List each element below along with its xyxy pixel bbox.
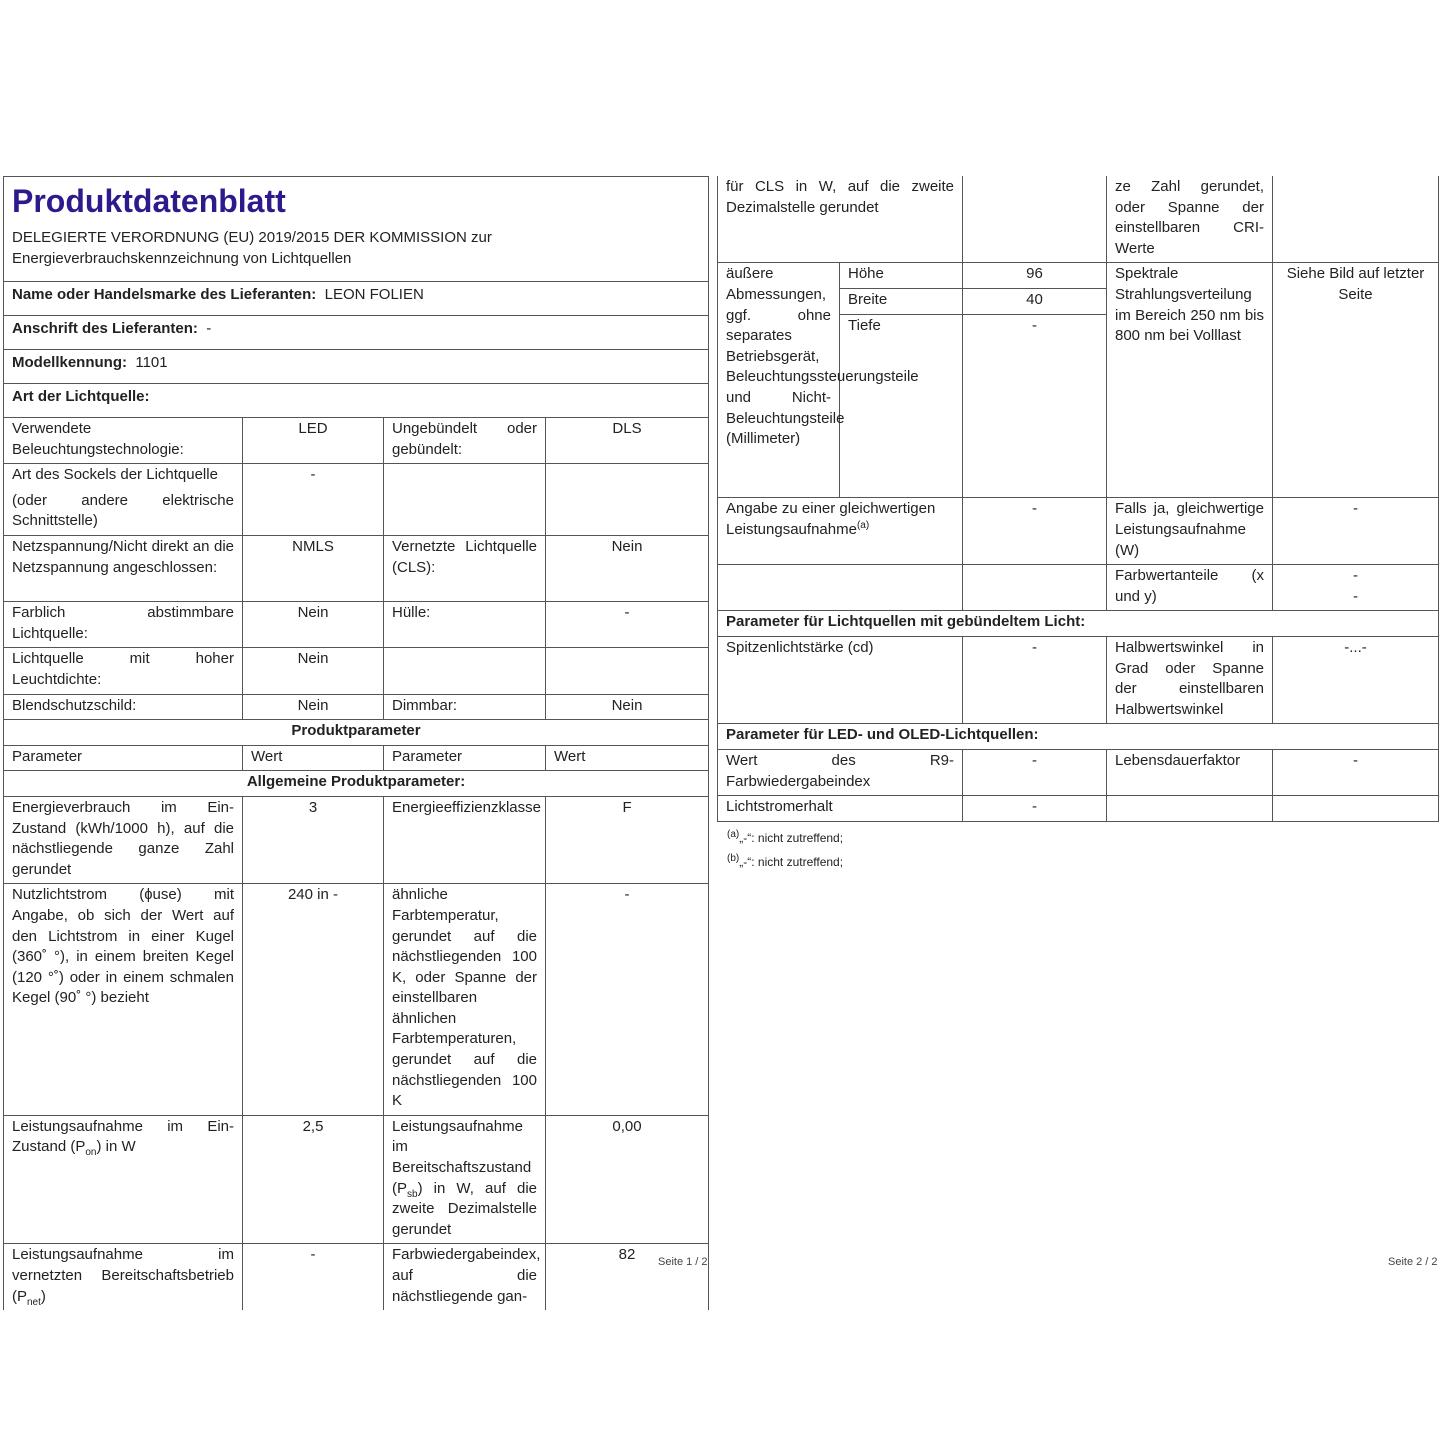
mains-label: Netzspannung/Nicht direkt an die Netzspannung angeschlossen: <box>4 536 243 602</box>
product-params-header-row <box>4 720 709 746</box>
cct-label: ähnliche Farbtemperatur, gerundet auf die nächstliegenden 100 K, oder Spanne der einstellbaren ähnlichen Farbtemperaturen, gerundet auf die nächstliegenden 100 K <box>384 884 546 1116</box>
cri-label: Farbwiedergabeindex, auf die nächstliegende gan- <box>384 1244 546 1310</box>
tech-label: Verwendete Beleuchtungstechnologie: <box>4 418 243 464</box>
equivalent-power-claim-value: - <box>963 498 1107 565</box>
table-row <box>4 1115 709 1244</box>
supplier-name-row <box>4 282 709 316</box>
envelope-label: Hülle: <box>384 602 546 648</box>
peak-intensity-value: - <box>963 636 1107 723</box>
focus-value: DLS <box>546 418 709 464</box>
table-row <box>4 694 709 720</box>
cls-value: Nein <box>546 536 709 602</box>
energy-consumption-value: 3 <box>243 796 384 883</box>
col-param-2: Parameter <box>384 745 546 771</box>
tech-value: LED <box>243 418 384 464</box>
general-params-header: Allgemeine Produktparameter: <box>4 771 709 797</box>
glare-shield-label: Blendschutzschild: <box>4 694 243 720</box>
chromaticity-x-value: - <box>1353 567 1358 585</box>
equivalent-power-claim-label: Angabe zu einer gleichwertigen Leistungsaufnahme$^{(a)}$ <box>718 498 963 565</box>
r9-value: - <box>963 749 1107 795</box>
glare-shield-value: Nein <box>243 694 384 720</box>
page-1 <box>3 176 708 1310</box>
colour-tunable-value: Nein <box>243 602 384 648</box>
width-label: Breite <box>840 289 963 315</box>
table-row <box>718 176 1439 263</box>
footnote-a: $^{(a)}$„-“: nicht zutreffend; <box>727 828 844 845</box>
general-params-header-row <box>4 771 709 797</box>
lumen-maintenance-value: - <box>963 796 1107 822</box>
luminous-flux-value: 240 in - <box>243 884 384 1116</box>
empty-cell <box>718 565 963 611</box>
regulation-line-2: Energieverbrauchskennzeichnung von Lichtquellen <box>12 249 352 267</box>
energy-class-value: F <box>546 796 709 883</box>
empty-cell <box>546 464 709 536</box>
networked-standby-label: Leistungsaufnahme im vernetzten Bereitschaftsbetrieb $(P_{net})$ <box>4 1244 243 1310</box>
col-value-1: Wert <box>243 745 384 771</box>
empty-cell <box>963 565 1107 611</box>
model-row <box>4 350 709 384</box>
empty-cell <box>384 648 546 694</box>
product-params-header: Produktparameter <box>4 720 709 746</box>
table-row <box>718 796 1439 822</box>
directional-header: Parameter für Lichtquellen mit gebündeltem Licht: <box>718 611 1439 637</box>
width-value: 40 <box>963 289 1107 315</box>
beam-angle-value: -...- <box>1273 636 1439 723</box>
height-label: Höhe <box>840 263 963 289</box>
equivalent-power-value: - <box>1273 498 1439 565</box>
table-row <box>718 636 1439 723</box>
table-row <box>4 418 709 464</box>
empty-cell <box>1273 796 1439 822</box>
empty-cell <box>963 176 1107 263</box>
dimensions-label: äußere Abmessungen, ggf. ohne separates Betriebsgerät, Beleuchtungssteuerungsteile und Nicht-Beleuchtungsteile (Millimeter) <box>718 263 840 498</box>
dimmable-value: Nein <box>546 694 709 720</box>
table-row <box>4 536 709 602</box>
cap-value: - <box>243 464 384 536</box>
table-row <box>4 648 709 694</box>
supplier-address-value: - <box>206 320 212 337</box>
envelope-value: - <box>546 602 709 648</box>
led-header-row <box>718 724 1439 750</box>
col-param-1: Parameter <box>4 745 243 771</box>
table-row <box>4 464 709 536</box>
cct-value: - <box>546 884 709 1116</box>
r9-label: Wert des R9-Farbwiedergabeindex <box>718 749 963 795</box>
page-2 <box>717 176 1438 874</box>
footnote-b: $^{(b)}$„-“: nicht zutreffend; <box>727 852 844 869</box>
table-row <box>4 884 709 1116</box>
col-value-2: Wert <box>546 745 709 771</box>
on-mode-power-value: 2,5 <box>243 1115 384 1244</box>
dimmable-label: Dimmbar: <box>384 694 546 720</box>
equivalent-power-label: Falls ja, gleichwertige Leistungsaufnahme (W) <box>1107 498 1273 565</box>
table-row <box>718 498 1439 565</box>
datasheet-table-page-1 <box>3 176 709 1310</box>
table-row <box>718 263 1439 289</box>
peak-intensity-label: Spitzenlichtstärke (cd) <box>718 636 963 723</box>
empty-cell <box>1107 796 1273 822</box>
spectral-distribution-value: Siehe Bild auf letzter Seite <box>1273 263 1439 498</box>
networked-standby-continued: für CLS in W, auf die zweite Dezimalstelle gerundet <box>718 176 963 263</box>
empty-cell <box>384 464 546 536</box>
table-row <box>4 1244 709 1310</box>
networked-standby-value: - <box>243 1244 384 1310</box>
high-luminance-label: Lichtquelle mit hoher Leuchtdichte: <box>4 648 243 694</box>
chromaticity-y-value: - <box>1353 587 1358 605</box>
datasheet-table-page-2 <box>717 176 1439 822</box>
energy-class-label: Energieeffizienzklasse <box>384 796 546 883</box>
survival-factor-value: - <box>1273 749 1439 795</box>
depth-value: - <box>963 314 1107 497</box>
model-label: Modellkennung: <box>12 354 127 371</box>
survival-factor-label: Lebensdauerfaktor <box>1107 749 1273 795</box>
cri-value: 82 <box>546 1244 709 1310</box>
height-value: 96 <box>963 263 1107 289</box>
source-type-header: Art der Lichtquelle: <box>4 384 709 418</box>
chromaticity-label: Farbwertanteile (x und y) <box>1107 565 1273 611</box>
title-row <box>4 177 709 282</box>
document-title: Produktdatenblatt <box>12 183 286 219</box>
colour-tunable-label: Farblich abstimmbare Lichtquelle: <box>4 602 243 648</box>
mains-value: NMLS <box>243 536 384 602</box>
supplier-address-row <box>4 316 709 350</box>
energy-consumption-label: Energieverbrauch im Ein-Zustand (kWh/1000 h), auf die nächstliegende ganze Zahl gerundet <box>4 796 243 883</box>
cls-label: Vernetzte Lichtquelle (CLS): <box>384 536 546 602</box>
table-row <box>718 565 1439 611</box>
cri-label-continued: ze Zahl gerundet, oder Spanne der einstellbaren CRI-Werte <box>1107 176 1273 263</box>
lumen-maintenance-label: Lichtstromerhalt <box>718 796 963 822</box>
regulation-line-1: DELEGIERTE VERORDNUNG (EU) 2019/2015 DER KOMMISSION zur <box>12 229 492 246</box>
page-number-2: Seite 2 / 2 <box>1388 1256 1438 1268</box>
page-number-1: Seite 1 / 2 <box>658 1256 708 1268</box>
empty-cell <box>546 648 709 694</box>
source-type-header-row <box>4 384 709 418</box>
focus-label: Ungebündelt oder gebündelt: <box>384 418 546 464</box>
table-row <box>718 749 1439 795</box>
spectral-distribution-label: Spektrale Strahlungsverteilung im Bereich 250 nm bis 800 nm bei Volllast <box>1107 263 1273 498</box>
supplier-name-value: LEON FOLIEN <box>324 286 424 303</box>
standby-power-label: Leistungsaufnahme im Bereitschaftszustand $(P_{sb})$ in W, auf die zweite Dezimalstelle gerundet <box>384 1115 546 1244</box>
supplier-address-label: Anschrift des Lieferanten: <box>12 320 198 337</box>
cap-label-1: Art des Sockels der Lichtquelle <box>12 466 218 484</box>
led-header: Parameter für LED- und OLED-Lichtquellen: <box>718 724 1439 750</box>
depth-label: Tiefe <box>840 314 963 497</box>
table-row <box>4 796 709 883</box>
luminous-flux-label: Nutzlichtstrom (ɸuse) mit Angabe, ob sich der Wert auf den Lichtstrom in einer Kugel (360˚ °), in einem breiten Kegel (120 °˚) oder in einem schmalen Kegel (90˚ °) bezieht <box>4 884 243 1116</box>
supplier-name-label: Name oder Handelsmarke des Lieferanten: <box>12 286 317 303</box>
beam-angle-label: Halbwertswinkel in Grad oder Spanne der einstellbaren Halbwertswinkel <box>1107 636 1273 723</box>
table-row <box>4 602 709 648</box>
model-value: 1101 <box>135 354 168 371</box>
high-luminance-value: Nein <box>243 648 384 694</box>
cap-label-2: (oder andere elektrische Schnittstelle) <box>12 491 234 530</box>
standby-power-value: 0,00 <box>546 1115 709 1244</box>
on-mode-power-label: Leistungsaufnahme im Ein-Zustand $(P_{on})$ in W <box>4 1115 243 1244</box>
directional-header-row <box>718 611 1439 637</box>
empty-cell <box>1273 176 1439 263</box>
column-header-row <box>4 745 709 771</box>
